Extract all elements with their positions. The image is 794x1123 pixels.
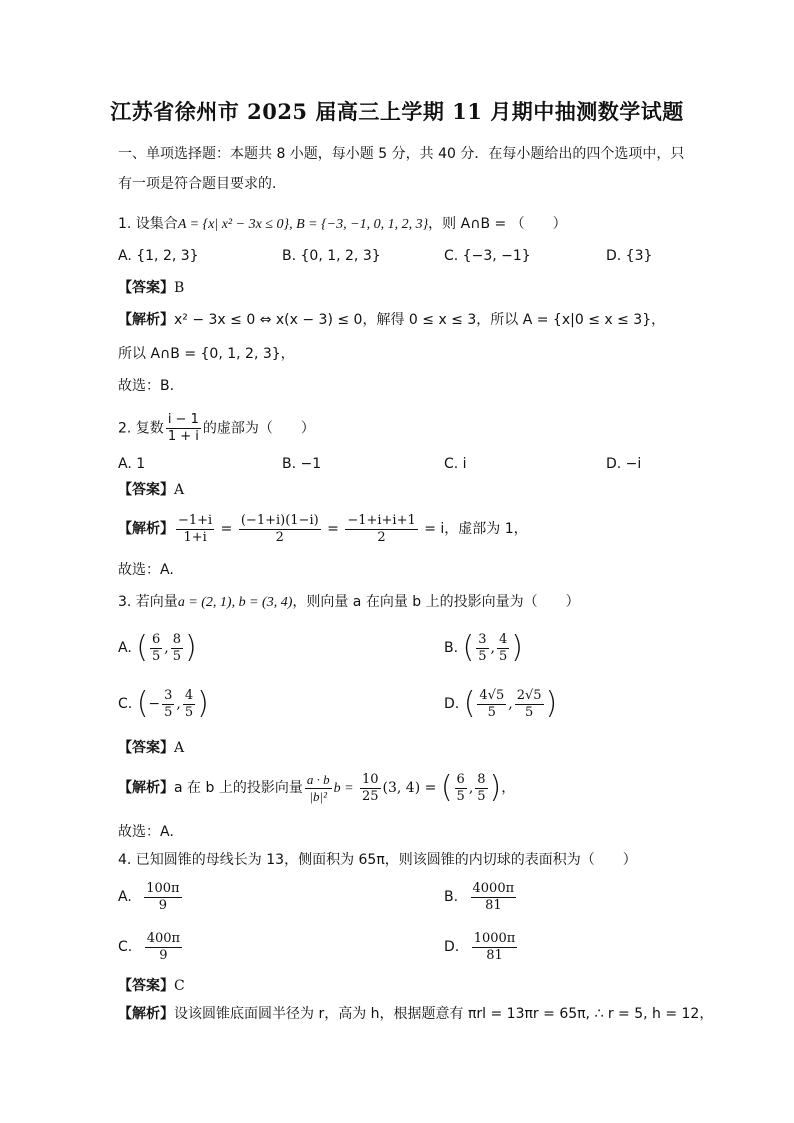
- q3-proj-numerator: a · b: [306, 771, 330, 787]
- q4-analysis-text: 设该圆锥底面圆半径为 r，高为 h，根据题意有 πrl = 13πr = 65π, ∴ r = 5, h = 12，: [174, 1006, 714, 1022]
- q2-analysis-fraction-3: [345, 513, 417, 546]
- q2-prefix: 2. 复数: [118, 420, 164, 437]
- q2-analysis-fraction-2: [239, 513, 321, 546]
- right-paren-glyph: ): [489, 770, 502, 805]
- q4-analysis-tag: 【解析】: [118, 1006, 174, 1022]
- q4-answer-value: C: [174, 978, 185, 994]
- q2-option-c: C. i: [444, 456, 467, 472]
- q2-suffix: 的虚部为（ ）: [202, 420, 315, 437]
- q3-proj-fraction: [305, 772, 332, 805]
- q3-a-frac1: [150, 632, 162, 665]
- q3-option-b: B. ( $\frac{3}{5}$ , $\frac{4}{5}$ ): [444, 630, 523, 665]
- q3-ratio-tail: (3, 4) =: [382, 780, 437, 796]
- q3-option-a-label: A.: [118, 640, 132, 656]
- q4-d-fraction: [472, 931, 518, 964]
- left-paren-glyph: (: [463, 686, 476, 721]
- q3-proj-mid: b =: [333, 781, 354, 796]
- q3-conclusion: 故选：A.: [118, 824, 174, 840]
- q3-option-c: C. (− $\frac{3}{5}$ , $\frac{4}{5}$ ): [118, 686, 209, 721]
- left-paren-glyph: (: [136, 686, 149, 721]
- q2-f3-denominator: 2: [377, 529, 386, 545]
- q1-analysis-line2: 所以 A∩B = {0, 1, 2, 3}，: [118, 346, 295, 362]
- q3-d-n1: 4√5: [479, 687, 505, 703]
- q3-d-d2: 5: [524, 704, 534, 720]
- q3-b-n2: 4: [498, 631, 508, 647]
- q3-option-a: A. ( $\frac{6}{5}$ , $\frac{8}{5}$ ): [118, 630, 197, 665]
- q4-a-den: 9: [158, 897, 168, 913]
- q3-a-d2: 5: [172, 648, 181, 664]
- q3-res-n2: 8: [477, 771, 486, 787]
- q2-analysis-tag: 【解析】: [118, 521, 174, 537]
- q3-math: a = (2, 1), b = (3, 4): [177, 595, 293, 610]
- q4-b-num: 4000π: [472, 880, 515, 896]
- q1-answer-value: B: [174, 280, 185, 296]
- q4-option-b: [444, 878, 518, 916]
- q3-prefix: 3. 若向量: [118, 594, 178, 610]
- q3-c-frac1: [162, 688, 174, 721]
- q1-option-a: A. {1, 2, 3}: [118, 248, 199, 264]
- right-paren-glyph: ): [197, 686, 209, 721]
- q2-conclusion: 故选：A.: [118, 562, 174, 578]
- q3-option-c-label: C.: [118, 696, 133, 712]
- left-paren-glyph: (: [136, 630, 148, 665]
- q3-c-d2: 5: [184, 704, 194, 720]
- q2-fraction: [166, 412, 201, 445]
- q2-f1-numerator: −1+i: [178, 512, 213, 528]
- question-3-stem: [118, 592, 580, 613]
- q4-option-a: [118, 878, 184, 916]
- q2-analysis-fraction-1: [176, 513, 214, 546]
- q1-option-c: C. {−3, −1}: [444, 248, 531, 264]
- q3-b-frac2: [497, 632, 509, 665]
- q3-option-d-label: D.: [444, 696, 460, 712]
- q3-c-frac2: [183, 688, 195, 721]
- q3-a-frac2: [171, 632, 183, 665]
- q3-res-n1: 6: [456, 771, 465, 787]
- q4-c-num: 400π: [146, 930, 181, 946]
- left-paren-glyph: (: [462, 630, 475, 665]
- q3-ratio-fraction: [360, 772, 381, 805]
- q3-analysis-pre: a 在 b 上的投影向量: [174, 780, 303, 796]
- right-paren-glyph: ): [545, 686, 558, 721]
- question-1-stem: [118, 214, 567, 235]
- q3-res-frac2: [475, 772, 487, 805]
- q1-option-d: D. {3}: [606, 248, 653, 264]
- q2-analysis: 【解析】 $\frac{-1+i}{1+i}$ = $\frac{(-1+i)(1-i)}{2}$ = $\frac{-1+i+i+1}{2}$ = i，虚部为 1，: [118, 512, 528, 545]
- left-paren-glyph: (: [440, 770, 453, 805]
- q3-a-n2: 8: [172, 631, 181, 647]
- q2-f2-denominator: 2: [275, 529, 284, 545]
- q1-option-b: B. {0, 1, 2, 3}: [282, 248, 381, 264]
- q4-b-den: 81: [485, 897, 502, 913]
- section-heading-line1: 一、单项选择题：本题共 8 小题，每小题 5 分，共 40 分．在每小题给出的四个选项中，只: [118, 146, 685, 162]
- q3-b-d2: 5: [498, 648, 508, 664]
- q2-fraction-denominator: 1 + i: [167, 429, 199, 444]
- q3-c-n2: 4: [184, 687, 194, 703]
- q4-a-num: 100π: [146, 880, 180, 896]
- q2-f2-numerator: (−1+i)(1−i): [240, 512, 319, 528]
- q4-option-d: [444, 928, 519, 966]
- q4-b-fraction: [471, 881, 517, 914]
- q4-option-d-label: D.: [444, 939, 460, 955]
- q1-conclusion: 故选：B.: [118, 378, 175, 394]
- q4-c-fraction: [145, 931, 182, 964]
- q4-a-fraction: [144, 881, 181, 914]
- q3-analysis: 【解析】a 在 b 上的投影向量 $\frac{a \cdot b}{\text{|b|²}}$ b = $\frac{10}{25}$ (3, 4) = ( $\frac{6}{5}$ , $\frac{8}{5}$ )，: [118, 770, 516, 805]
- q1-analysis-line1: [118, 310, 665, 330]
- q3-c-n1: 3: [164, 687, 173, 703]
- q3-ratio-numerator: 10: [361, 771, 379, 787]
- q1-prefix: 1. 设集合: [118, 216, 178, 232]
- q4-d-num: 1000π: [473, 930, 516, 946]
- q4-c-den: 9: [159, 947, 168, 963]
- q2-fraction-numerator: i − 1: [167, 412, 199, 427]
- q3-suffix: ，则向量 a 在向量 b 上的投影向量为（ ）: [292, 594, 580, 610]
- q2-option-a: A. 1: [118, 456, 146, 472]
- q1-math: A = {x| x² − 3x ≤ 0}, B = {−3, −1, 0, 1, 2, 3}: [177, 217, 429, 232]
- q3-a-n1: 6: [151, 631, 161, 647]
- q1-analysis-tag: 【解析】: [118, 312, 174, 328]
- q4-answer: [118, 976, 185, 996]
- q4-option-a-label: A.: [118, 889, 132, 905]
- q4-option-c-label: C.: [118, 939, 133, 955]
- right-paren-glyph: ): [511, 630, 523, 665]
- question-4-stem: 4. 已知圆锥的母线长为 13，侧面积为 65π，则该圆锥的内切球的表面积为（ ）: [118, 852, 637, 868]
- q3-analysis-tag: 【解析】: [118, 780, 174, 796]
- q3-ratio-denominator: 25: [361, 788, 379, 804]
- q1-suffix: ，则 A∩B = （ ）: [428, 216, 567, 232]
- q3-b-n1: 3: [478, 631, 487, 647]
- q3-option-d: D. ( $\frac{4√5}{5}$ , $\frac{2√5}{5}$ ): [444, 686, 558, 721]
- q3-c-d1: 5: [164, 704, 173, 720]
- section-heading-line2: 有一项是符合题目要求的．: [118, 176, 286, 192]
- q1-answer: [118, 278, 184, 298]
- right-paren-glyph: ): [184, 630, 197, 665]
- q3-b-frac1: [476, 632, 488, 665]
- q4-answer-tag: 【答案】: [118, 978, 174, 994]
- q3-a-d1: 5: [151, 648, 161, 664]
- q1-answer-tag: 【答案】: [118, 280, 174, 296]
- q3-answer-tag: 【答案】: [118, 740, 174, 756]
- question-2-stem: [118, 412, 315, 445]
- q2-answer-value: A: [174, 482, 185, 498]
- q3-d-frac2: [515, 688, 544, 721]
- q3-b-d1: 5: [478, 648, 487, 664]
- q3-res-frac1: [455, 772, 467, 805]
- q3-d-n2: 2√5: [516, 687, 542, 703]
- q4-analysis: [118, 1004, 713, 1024]
- page-title: 江苏省徐州市 2025 届高三上学期 11 月期中抽测数学试题: [110, 99, 684, 124]
- q4-option-b-label: B.: [444, 889, 459, 905]
- q2-analysis-tail: = i，虚部为 1，: [424, 521, 528, 537]
- q2-f1-denominator: 1+i: [183, 529, 207, 545]
- q4-d-den: 81: [486, 947, 503, 963]
- q3-option-b-label: B.: [444, 640, 459, 656]
- q3-d-frac1: [477, 688, 506, 721]
- q2-answer: [118, 480, 184, 500]
- q3-proj-denominator: |b|²: [309, 788, 327, 804]
- q2-option-b: B. −1: [282, 456, 322, 472]
- q4-option-c: [118, 928, 184, 966]
- q3-res-d2: 5: [477, 788, 486, 804]
- q3-res-d1: 5: [456, 788, 465, 804]
- q3-answer: [118, 738, 184, 758]
- q2-option-d: D. −i: [606, 456, 642, 472]
- q3-d-d1: 5: [487, 704, 496, 720]
- q3-answer-value: A: [174, 740, 185, 756]
- q2-answer-tag: 【答案】: [118, 482, 174, 498]
- q2-f3-numerator: −1+i+i+1: [347, 512, 416, 528]
- q1-analysis-text1: x² − 3x ≤ 0 ⇔ x(x − 3) ≤ 0，解得 0 ≤ x ≤ 3，所以 A = {x|0 ≤ x ≤ 3}，: [174, 312, 666, 328]
